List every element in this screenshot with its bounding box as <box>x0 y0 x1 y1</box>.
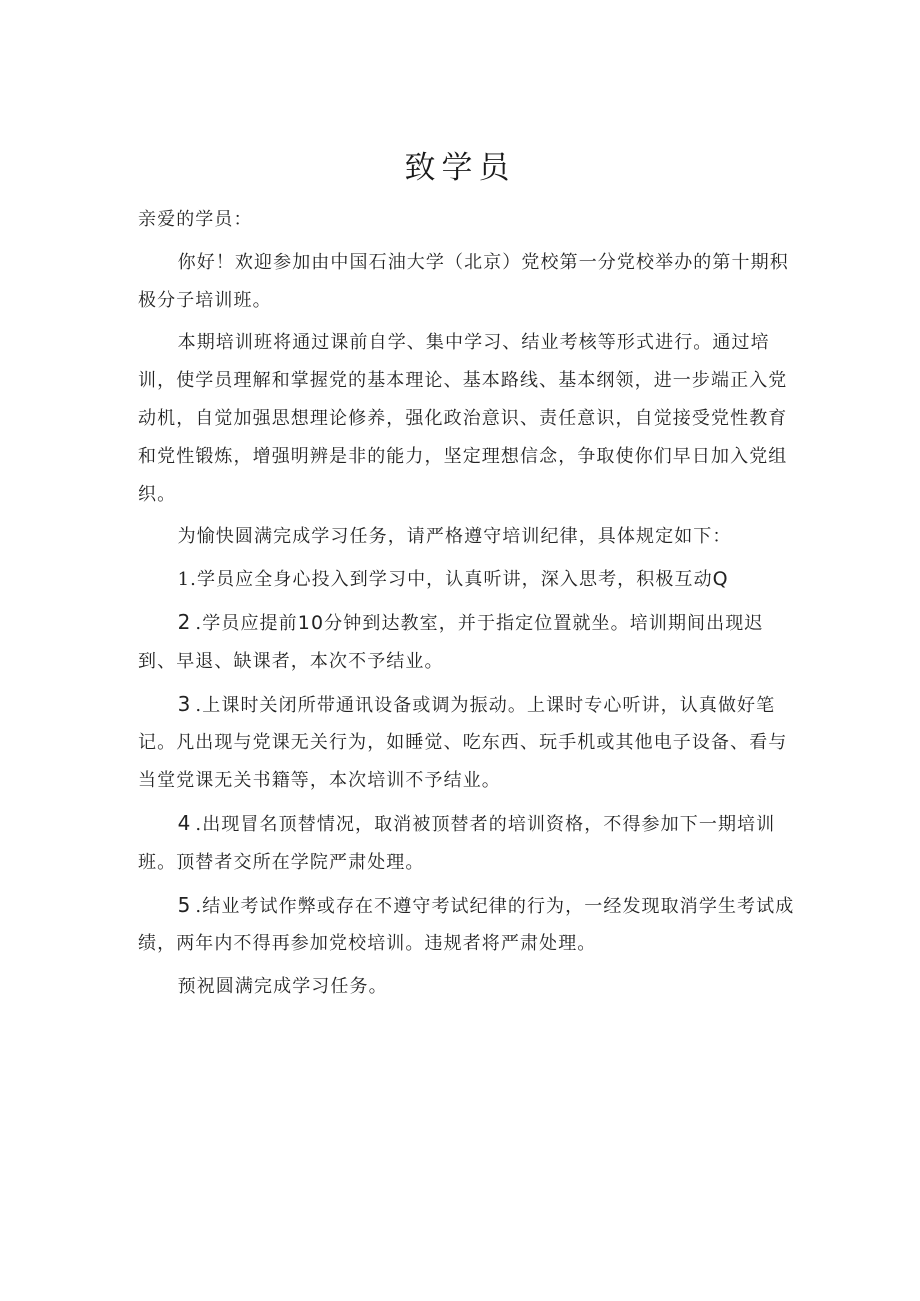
rule-number: 1. <box>177 569 197 591</box>
rules-intro: 为愉快圆满完成学习任务，请严格遵守培训纪律，具体规定如下： <box>177 526 732 548</box>
rule-item-1 <box>138 561 800 599</box>
rule-text-number: 10 <box>297 611 325 634</box>
rule-number: 4 <box>177 810 192 835</box>
rule-text: .学员应提前 <box>195 612 298 634</box>
rule-text-suffix: Q <box>712 568 729 591</box>
rule-text: 学员应全身心投入到学习中，认真听讲，深入思考，积极互动 <box>196 569 713 591</box>
rule-number: 5 <box>177 892 192 917</box>
rule-number: 3 <box>177 691 192 716</box>
rule-text: .结业考试作弊或存在不遵守考试纪律的行为，一经发现取消学生考试成绩，两年内不得再参加党校培训。违规者将严肃处理。 <box>138 895 795 955</box>
greeting: 亲爱的学员： <box>138 209 253 230</box>
rule-text: .出现冒名顶替情况，取消被顶替者的培训资格，不得参加下一期培训班。顶替者交所在学院严肃处理。 <box>138 813 776 873</box>
rule-item-4 <box>138 805 800 882</box>
rule-text-rest: 分钟到达教室，并于指定位置就坐。培训期间出现迟到、早退、缺课者，本次不予结业。 <box>138 612 764 672</box>
letter-body <box>138 201 800 1006</box>
rule-item-2 <box>138 604 800 681</box>
rule-text: .上课时关闭所带通讯设备或调为振动。上课时专心听讲，认真做好笔记。凡出现与党课无关行为，如睡觉、吃东西、玩手机或其他电子设备、看与当堂党课无关书籍等，本次培训不予结业。 <box>138 694 788 792</box>
rule-item-5 <box>138 887 800 964</box>
page-title: 致学员 <box>404 150 516 186</box>
rule-item-3 <box>138 686 800 800</box>
rule-number: 2 <box>177 609 192 634</box>
purpose-paragraph: 本期培训班将通过课前自学、集中学习、结业考核等形式进行。通过培训，使学员理解和掌握党的基本理论、基本路线、基本纲领，进一步端正入党动机，自觉加强思想理论修养，强化政治意识、责任意识，自觉接受党性教育和党性锻炼，增强明辨是非的能力，坚定理想信念，争取使你们早日加入党组织。 <box>138 332 788 505</box>
intro-paragraph: 你好！欢迎参加由中国石油大学（北京）党校第一分党校举办的第十期积极分子培训班。 <box>138 251 789 311</box>
closing-line: 预祝圆满完成学习任务。 <box>177 976 388 998</box>
